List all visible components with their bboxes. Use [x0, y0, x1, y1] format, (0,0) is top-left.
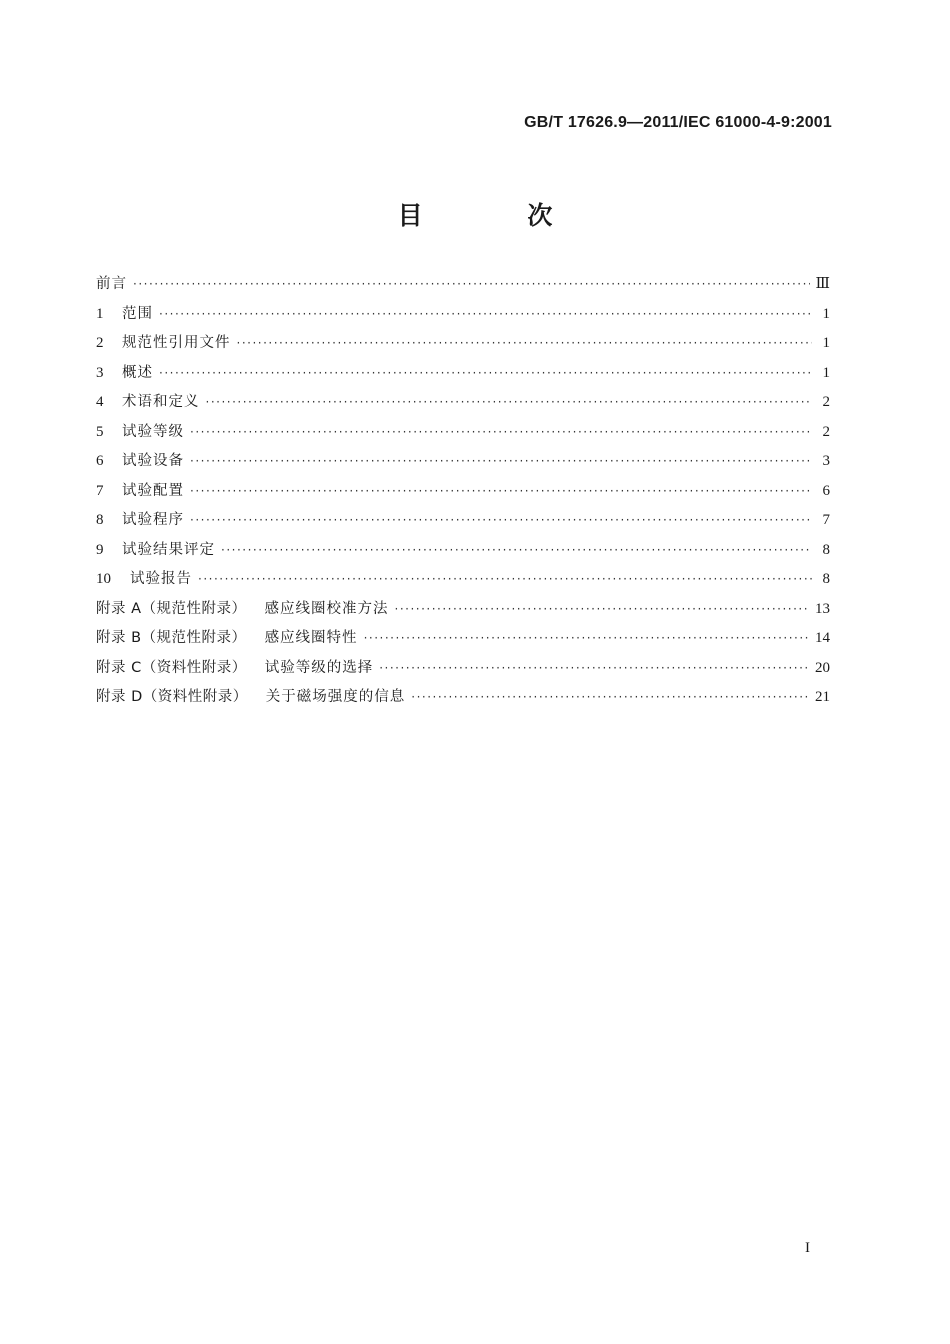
toc-annex-b[interactable] [96, 626, 830, 656]
annex-label: 附录 B（规范性附录） [96, 630, 247, 646]
toc-entry-page: 1 [822, 305, 830, 322]
toc-entry-number: 6 [96, 453, 104, 469]
toc-entry-label: 试验程序 [122, 512, 184, 528]
toc-entry-8[interactable] [96, 508, 830, 538]
toc-entry-number: 4 [96, 394, 104, 410]
toc-leader [411, 690, 809, 704]
toc-entry-2[interactable] [96, 331, 830, 361]
toc-entry-6[interactable] [96, 449, 830, 479]
annex-title: 感应线圈特性 [264, 630, 358, 646]
toc-entry-number: 5 [96, 423, 104, 440]
toc-leader [379, 661, 809, 675]
toc-leader [395, 602, 809, 616]
toc-leader [190, 425, 812, 439]
toc-leader [364, 631, 809, 645]
toc-entry-page: 21 [815, 689, 830, 705]
toc-entry-1[interactable] [96, 302, 830, 332]
annex-title: 关于磁场强度的信息 [265, 689, 406, 705]
page-title: 目 次 [397, 201, 601, 230]
page-number: I [805, 1240, 810, 1256]
toc-entry-page: 20 [815, 659, 830, 676]
annex-label: 附录 A（规范性附录） [96, 600, 247, 617]
toc-leader [159, 307, 812, 321]
toc-leader [159, 366, 812, 380]
toc-entry-4[interactable] [96, 390, 830, 420]
toc-entry-page: 1 [822, 364, 830, 381]
toc-annex-d[interactable] [96, 685, 830, 715]
annex-title: 试验等级的选择 [264, 659, 374, 676]
toc-entry-label: 规范性引用文件 [122, 335, 231, 351]
toc-leader [190, 454, 812, 468]
toc-entry-number: 3 [96, 364, 104, 381]
toc-entry-page: 2 [822, 394, 830, 410]
toc-annex-a[interactable] [96, 597, 830, 627]
toc-entry-label: 试验等级 [122, 423, 184, 440]
toc-leader [190, 484, 812, 498]
toc-entry-5[interactable] [96, 420, 830, 450]
toc-entry-label: 范围 [122, 305, 153, 322]
toc-leader [190, 513, 812, 527]
annex-title: 感应线圈校准方法 [264, 600, 389, 617]
toc-entry-foreword[interactable] [96, 272, 830, 302]
annex-label: 附录 C（资料性附录） [96, 659, 247, 676]
toc-entry-label: 试验结果评定 [122, 541, 215, 558]
toc-entry-label: 前言 [96, 276, 127, 292]
toc-entry-page: Ⅲ [815, 276, 830, 292]
toc-entry-number: 2 [96, 335, 104, 351]
toc-entry-page: 14 [815, 630, 830, 646]
toc-entry-page: 6 [822, 482, 830, 499]
annex-label: 附录 D（资料性附录） [96, 689, 248, 705]
toc-entry-number: 1 [96, 305, 104, 322]
toc-leader [206, 395, 813, 409]
toc-entry-7[interactable] [96, 479, 830, 509]
toc-entry-page: 2 [822, 423, 830, 440]
toc-entry-3[interactable] [96, 361, 830, 391]
toc-entry-9[interactable] [96, 538, 830, 568]
table-of-contents [96, 272, 830, 715]
toc-entry-number: 8 [96, 512, 104, 528]
toc-entry-page: 1 [822, 335, 830, 351]
toc-entry-page: 3 [822, 453, 830, 469]
toc-entry-label: 术语和定义 [122, 394, 200, 410]
toc-leader [133, 277, 810, 291]
toc-entry-number: 10 [96, 571, 111, 587]
toc-leader [198, 572, 812, 586]
toc-entry-label: 概述 [122, 364, 153, 381]
toc-leader [221, 543, 812, 557]
toc-entry-10[interactable] [96, 567, 830, 597]
toc-entry-number: 9 [96, 541, 104, 558]
toc-entry-number: 7 [96, 482, 104, 499]
toc-leader [237, 336, 813, 350]
toc-entry-label: 试验报告 [130, 571, 192, 587]
toc-entry-label: 试验配置 [122, 482, 184, 499]
toc-annex-c[interactable] [96, 656, 830, 686]
toc-entry-page: 8 [822, 541, 830, 558]
toc-entry-label: 试验设备 [122, 453, 184, 469]
toc-entry-page: 13 [815, 600, 830, 617]
toc-entry-page: 8 [822, 571, 830, 587]
toc-entry-page: 7 [822, 512, 830, 528]
standard-number: GB/T 17626.9—2011/IEC 61000-4-9:2001 [524, 114, 832, 131]
